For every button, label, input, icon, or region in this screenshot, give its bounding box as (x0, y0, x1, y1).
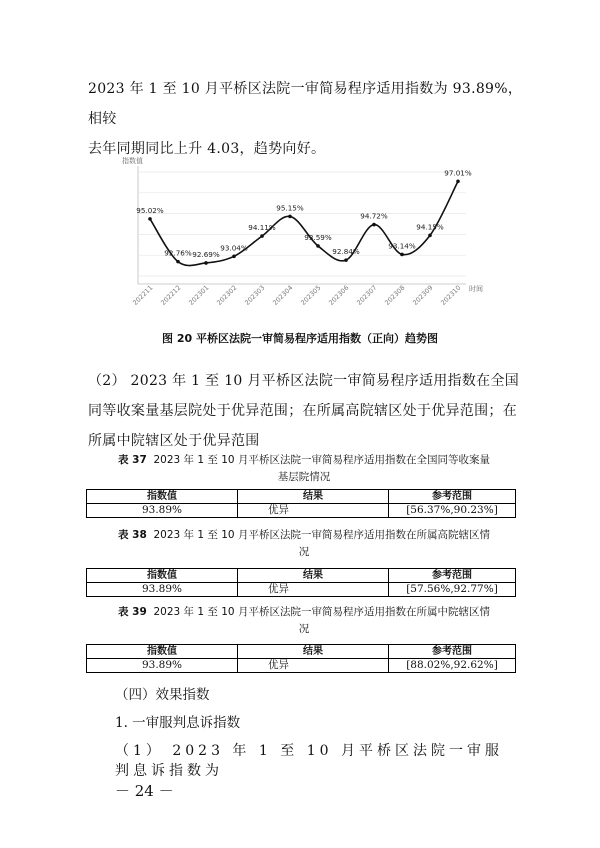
table-38-caption (92, 527, 516, 561)
y-axis-label: 指数值 (122, 157, 143, 165)
x-tick-label: 202305 (299, 283, 323, 307)
data-label: 92.69% (192, 249, 220, 259)
paragraph-2: （2） 2023 年 1 至 10 月平桥区法院一审简易程序适用指数在全国同等收案量基层院处于优异范围；在所属高院辖区处于优异范围；在所属中院辖区处于优异范围 (88, 373, 520, 449)
data-label: 94.72% (360, 211, 388, 221)
table-39-title: 2023 年 1 至 10 月平桥区法院一审简易程序适用指数在所属中院辖区情 (153, 606, 490, 618)
table-38 (86, 568, 516, 597)
intro-line-2: 去年同期同比上升 4.03，趋势向好。 (88, 141, 326, 157)
x-tick-label: 202302 (215, 283, 239, 307)
x-tick-label: 202303 (243, 283, 267, 307)
subsection-heading: 1. 一审服判息诉指数 (115, 715, 241, 731)
header-result: 结果 (238, 490, 389, 504)
table-39 (86, 644, 516, 673)
figure-caption: 图 20 平桥区法院一审简易程序适用指数（正向）趋势图 (162, 332, 438, 345)
data-point (372, 223, 376, 227)
x-tick-label: 202301 (187, 283, 211, 307)
data-point (204, 261, 208, 265)
table-row (87, 659, 516, 673)
table-38-title-cont: 况 (298, 546, 310, 558)
x-tick-label: 202211 (131, 283, 155, 307)
cell-reference-range: [88.02%,92.62%] (389, 659, 516, 673)
x-tick-label: 202304 (271, 283, 295, 307)
page-number: － 24 － (115, 782, 174, 800)
table-37-title: 2023 年 1 至 10 月平桥区法院一审简易程序适用指数在全国同等收案量 (153, 454, 490, 466)
data-point (232, 255, 236, 259)
header-index-value: 指数值 (87, 645, 238, 659)
x-axis-label: 时间 (469, 285, 483, 293)
table-39-caption (92, 604, 516, 638)
header-index-value: 指数值 (87, 490, 238, 504)
data-label: 93.04% (220, 243, 248, 253)
x-tick-label: 202212 (159, 283, 183, 307)
table-38-label: 表 38 (118, 529, 147, 541)
table-37-label: 表 37 (118, 454, 147, 466)
cell-reference-range: [57.56%,92.77%] (389, 583, 516, 597)
data-point (400, 253, 404, 257)
table-39-title-cont: 况 (298, 623, 310, 635)
data-label: 93.14% (388, 241, 416, 251)
data-point (456, 179, 460, 183)
cell-reference-range: [56.37%,90.23%] (389, 504, 516, 518)
data-point (148, 217, 152, 221)
data-point (316, 244, 320, 248)
data-point (260, 234, 264, 238)
table-37 (86, 489, 516, 518)
data-label: 95.02% (136, 205, 164, 215)
data-label: 95.15% (276, 203, 304, 213)
header-index-value: 指数值 (87, 569, 238, 583)
x-tick-labels (131, 284, 462, 307)
section-heading-effect-index: （四）效果指数 (115, 687, 210, 703)
cell-result: 优异 (238, 659, 389, 673)
x-tick-label: 202306 (327, 283, 351, 307)
table-row (87, 504, 516, 518)
cell-result: 优异 (238, 504, 389, 518)
data-label: 97.01% (444, 168, 472, 178)
cell-index-value: 93.89% (87, 659, 238, 673)
table-header-row (87, 569, 516, 583)
data-label: 92.84% (332, 247, 360, 257)
trend-line-chart (112, 150, 497, 310)
cell-index-value: 93.89% (87, 504, 238, 518)
x-tick-label: 202307 (355, 283, 379, 307)
x-tick-label: 202310 (439, 283, 463, 307)
data-label: 94.15% (416, 222, 444, 232)
x-tick-label: 202308 (383, 283, 407, 307)
table-row (87, 583, 516, 597)
cell-result: 优异 (238, 583, 389, 597)
data-label: 92.76% (164, 248, 192, 258)
x-tick-label: 202309 (411, 283, 435, 307)
intro-line-1: 2023 年 1 至 10 月平桥区法院一审简易程序适用指数为 93.89%，相较 (88, 81, 523, 127)
table-38-title: 2023 年 1 至 10 月平桥区法院一审简易程序适用指数在所属高院辖区情 (153, 529, 490, 541)
cell-index-value: 93.89% (87, 583, 238, 597)
table-39-label: 表 39 (118, 606, 147, 618)
data-label: 93.59% (304, 232, 332, 242)
table-header-row (87, 490, 516, 504)
table-37-title-cont: 基层院情况 (277, 471, 331, 483)
header-reference-range: 参考范围 (389, 569, 516, 583)
data-point (288, 215, 292, 219)
paragraph-last-line: （1） 2023 年 1 至 10 月平桥区法院一审服判息诉指数为 (115, 743, 503, 779)
data-label: 94.11% (248, 223, 276, 233)
data-point (176, 260, 180, 264)
header-reference-range: 参考范围 (389, 645, 516, 659)
header-result: 结果 (238, 569, 389, 583)
data-point (428, 234, 432, 238)
table-37-caption (92, 452, 516, 486)
table-header-row (87, 645, 516, 659)
data-point (344, 258, 348, 262)
header-reference-range: 参考范围 (389, 490, 516, 504)
header-result: 结果 (238, 645, 389, 659)
